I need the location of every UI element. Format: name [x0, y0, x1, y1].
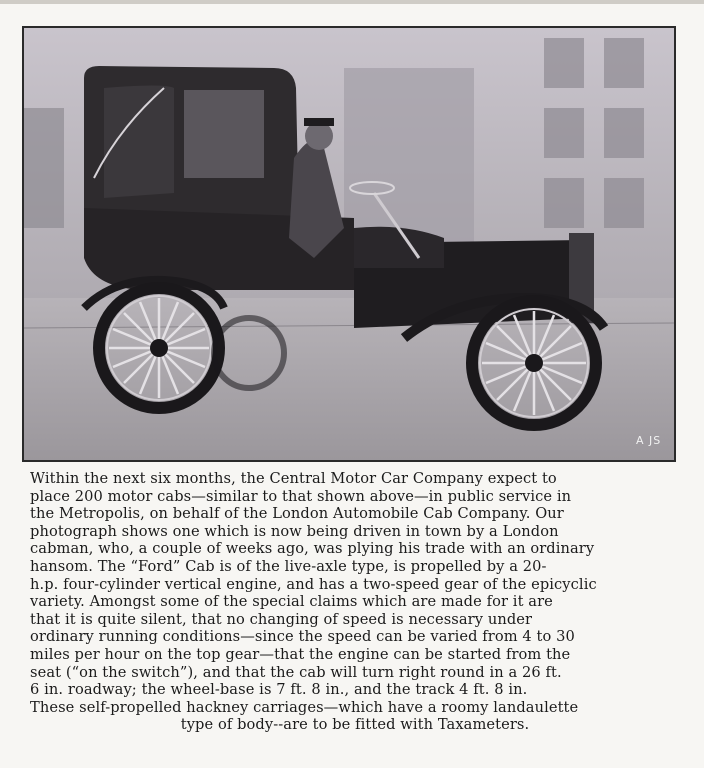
caption-line: that it is quite silent, that no changing of speed is necessary under [30, 610, 533, 628]
caption-line: variety. Amongst some of the special claims which are made for it are [30, 593, 553, 611]
caption-line: place 200 motor cabs—similar to that shown above—in public service in [30, 487, 572, 505]
caption-line: the Metropolis, on behalf of the London Automobile Cab Company. Our [30, 505, 564, 523]
caption-line: miles per hour on the top gear—that the engine can be started from the [30, 645, 571, 663]
caption-line: ordinary running conditions—since the speed can be varied from 4 to 30 [30, 628, 575, 646]
caption-line: 6 in. roadway; the wheel-base is 7 ft. 8 in., and the track 4 ft. 8 in. [30, 681, 528, 699]
caption-line: seat (“on the switch”), and that the cab will turn right round in a 26 ft. [30, 663, 562, 681]
caption-line-last: type of body--are to be fitted with Taxameters. [180, 716, 530, 734]
caption-line: hansom. The “Ford” Cab is of the live-axle type, is propelled by a 20- [30, 557, 547, 575]
cab-photo-illustration [24, 28, 674, 460]
caption-line: photograph shows one which is now being driven in town by a London [30, 522, 559, 540]
photo-signature: A JS [636, 434, 662, 447]
caption-line: These self-propelled hackney carriages—which have a roomy landaulette [30, 698, 579, 716]
front-wheel [472, 301, 596, 425]
page-top-rule [0, 0, 704, 4]
rear-wheel [99, 288, 219, 408]
photo-caption [30, 470, 680, 734]
caption-line: Within the next six months, the Central Motor Car Company expect to [30, 470, 557, 487]
caption-line: cabman, who, a couple of weeks ago, was plying his trade with an ordinary [30, 540, 595, 558]
cab-photograph [22, 26, 676, 462]
caption-line: h.p. four-cylinder vertical engine, and has a two-speed gear of the epicyclic [30, 575, 597, 593]
